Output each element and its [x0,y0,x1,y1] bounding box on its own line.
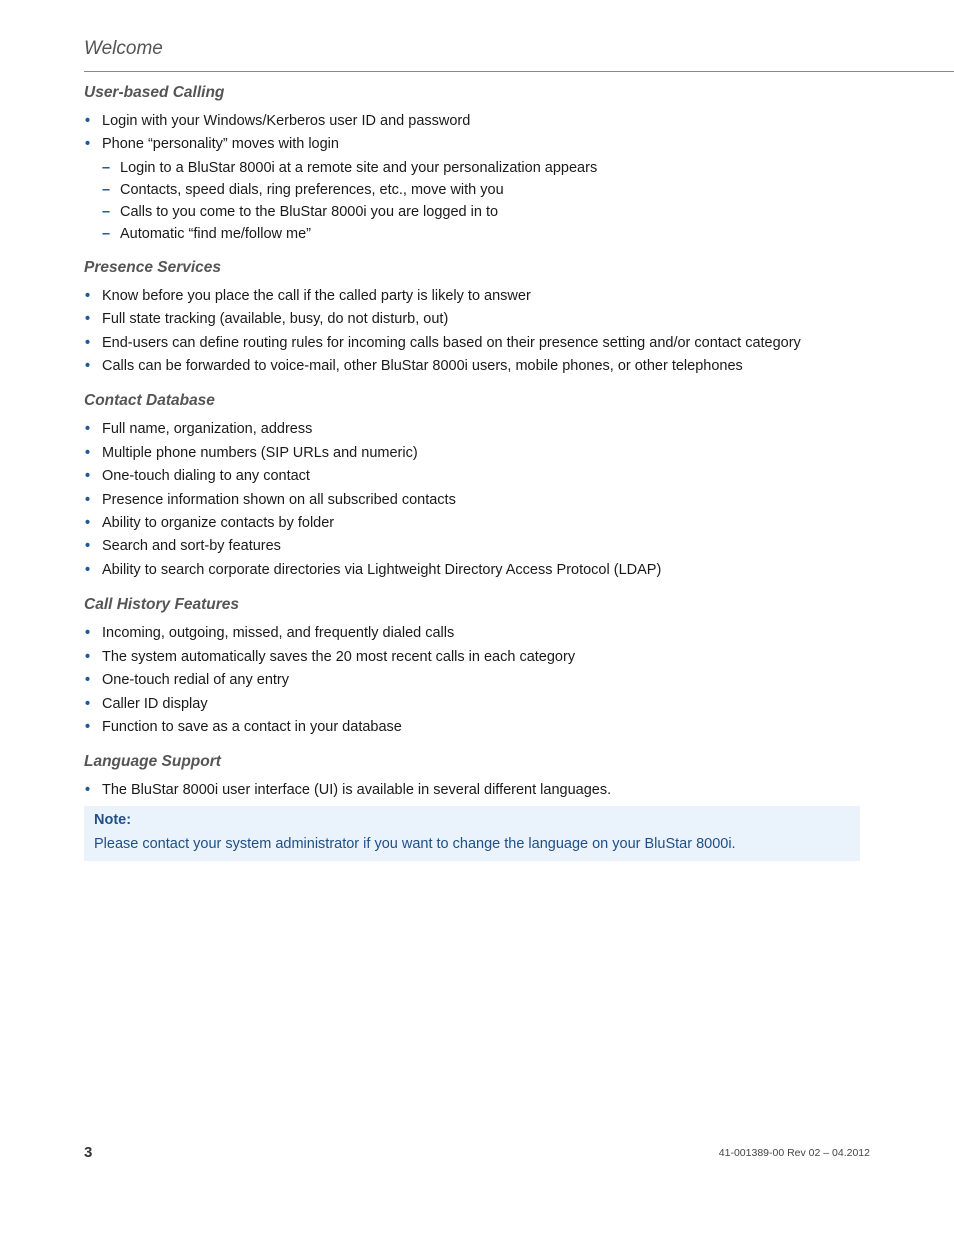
list-item [84,308,874,331]
list-item [84,355,874,378]
list-item-text: Phone “personality” moves with login [102,136,339,153]
list-item [84,133,874,244]
list-item [84,442,874,465]
sub-list-item-text: Contacts, speed dials, ring preferences, etc., move with you [120,181,504,198]
section-heading: Contact Database [84,392,215,410]
section-heading: Presence Services [84,258,222,276]
list-item-text: Caller ID display [102,695,208,712]
bullet-icon: • [85,468,91,485]
section-call-history-features [84,594,874,739]
bullet-icon: • [85,625,91,642]
dash-icon: – [102,181,111,198]
note-box [84,806,860,861]
dash-icon: – [102,203,111,220]
bullet-icon: • [85,672,91,689]
list-item [84,646,874,669]
document-id: 41-001389-00 Rev 02 – 04.2012 [718,1147,870,1159]
note-title: Note: [94,811,132,828]
list-item [84,418,874,441]
list-item-text: The BluStar 8000i user interface (UI) is available in several different languages. [102,782,612,799]
dash-icon: – [102,159,111,176]
bullet-icon: • [85,561,91,578]
sub-list-item [102,201,874,223]
section-heading: Call History Features [84,596,240,614]
list-item [84,622,874,645]
list-item [84,669,874,692]
list-item-text: Search and sort-by features [102,538,281,555]
list-item [84,465,874,488]
bullet-list [84,110,874,245]
bullet-list [84,285,874,379]
list-item [84,285,874,308]
section-contact-database [84,390,874,582]
list-item-text: Presence information shown on all subscribed contacts [102,491,456,508]
note-text: Please contact your system administrator if you want to change the language on your BluStar 8000i. [94,835,736,852]
sub-list [102,157,874,245]
header-divider [84,71,954,72]
bullet-icon: • [85,311,91,328]
list-item-text: Ability to search corporate directories via Lightweight Directory Access Protocol (LDAP) [102,561,662,578]
bullet-icon: • [85,695,91,712]
bullet-icon: • [85,358,91,375]
list-item-text: Know before you place the call if the called party is likely to answer [102,287,531,304]
list-item-text: One-touch dialing to any contact [102,468,310,485]
list-item-text: Incoming, outgoing, missed, and frequently dialed calls [102,625,455,642]
list-item [84,489,874,512]
section-presence-services [84,257,874,379]
section-language-support [84,751,874,802]
list-item [84,535,874,558]
list-item-text: Full name, organization, address [102,421,313,438]
bullet-icon: • [85,136,91,153]
bullet-icon: • [85,718,91,735]
sub-list-item [102,223,874,245]
sub-list-item-text: Login to a BluStar 8000i at a remote site and your personalization appears [120,159,598,176]
list-item [84,693,874,716]
bullet-icon: • [85,334,91,351]
bullet-icon: • [85,782,91,799]
sub-list-item [102,179,874,201]
list-item-text: Login with your Windows/Kerberos user ID and password [102,113,471,129]
list-item-text: Ability to organize contacts by folder [102,515,335,532]
list-item-text: Calls can be forwarded to voice-mail, other BluStar 8000i users, mobile phones, or other telephones [102,358,743,375]
list-item-text: Function to save as a contact in your database [102,718,402,735]
bullet-icon: • [85,515,91,532]
list-item [84,512,874,535]
list-item-text: Multiple phone numbers (SIP URLs and numeric) [102,444,418,461]
list-item [84,332,874,355]
bullet-icon: • [85,538,91,555]
bullet-icon: • [85,444,91,461]
bullet-list [84,418,874,582]
bullet-list [84,622,874,739]
sub-list-item-text: Calls to you come to the BluStar 8000i you are logged in to [120,203,499,220]
dash-icon: – [102,225,111,242]
list-item [84,779,874,802]
page-number: 3 [84,1144,93,1161]
section-user-based-calling [84,82,874,245]
section-heading: Language Support [84,753,221,771]
bullet-icon: • [85,491,91,508]
page-header-title: Welcome [84,38,163,59]
list-item-text: End-users can define routing rules for incoming calls based on their presence setting and/or contact category [102,334,801,351]
sub-list-item-text: Automatic “find me/follow me” [120,225,311,242]
list-item [84,559,874,582]
document-body [84,82,874,861]
list-item-text: One-touch redial of any entry [102,672,289,689]
bullet-icon: • [85,648,91,665]
list-item [84,110,874,133]
section-heading: User-based Calling [84,84,225,101]
bullet-list [84,779,874,802]
bullet-icon: • [85,287,91,304]
list-item-text: The system automatically saves the 20 most recent calls in each category [102,648,576,665]
sub-list-item [102,157,874,179]
list-item [84,716,874,739]
bullet-icon: • [85,113,91,129]
bullet-icon: • [85,421,91,438]
list-item-text: Full state tracking (available, busy, do not disturb, out) [102,311,449,328]
